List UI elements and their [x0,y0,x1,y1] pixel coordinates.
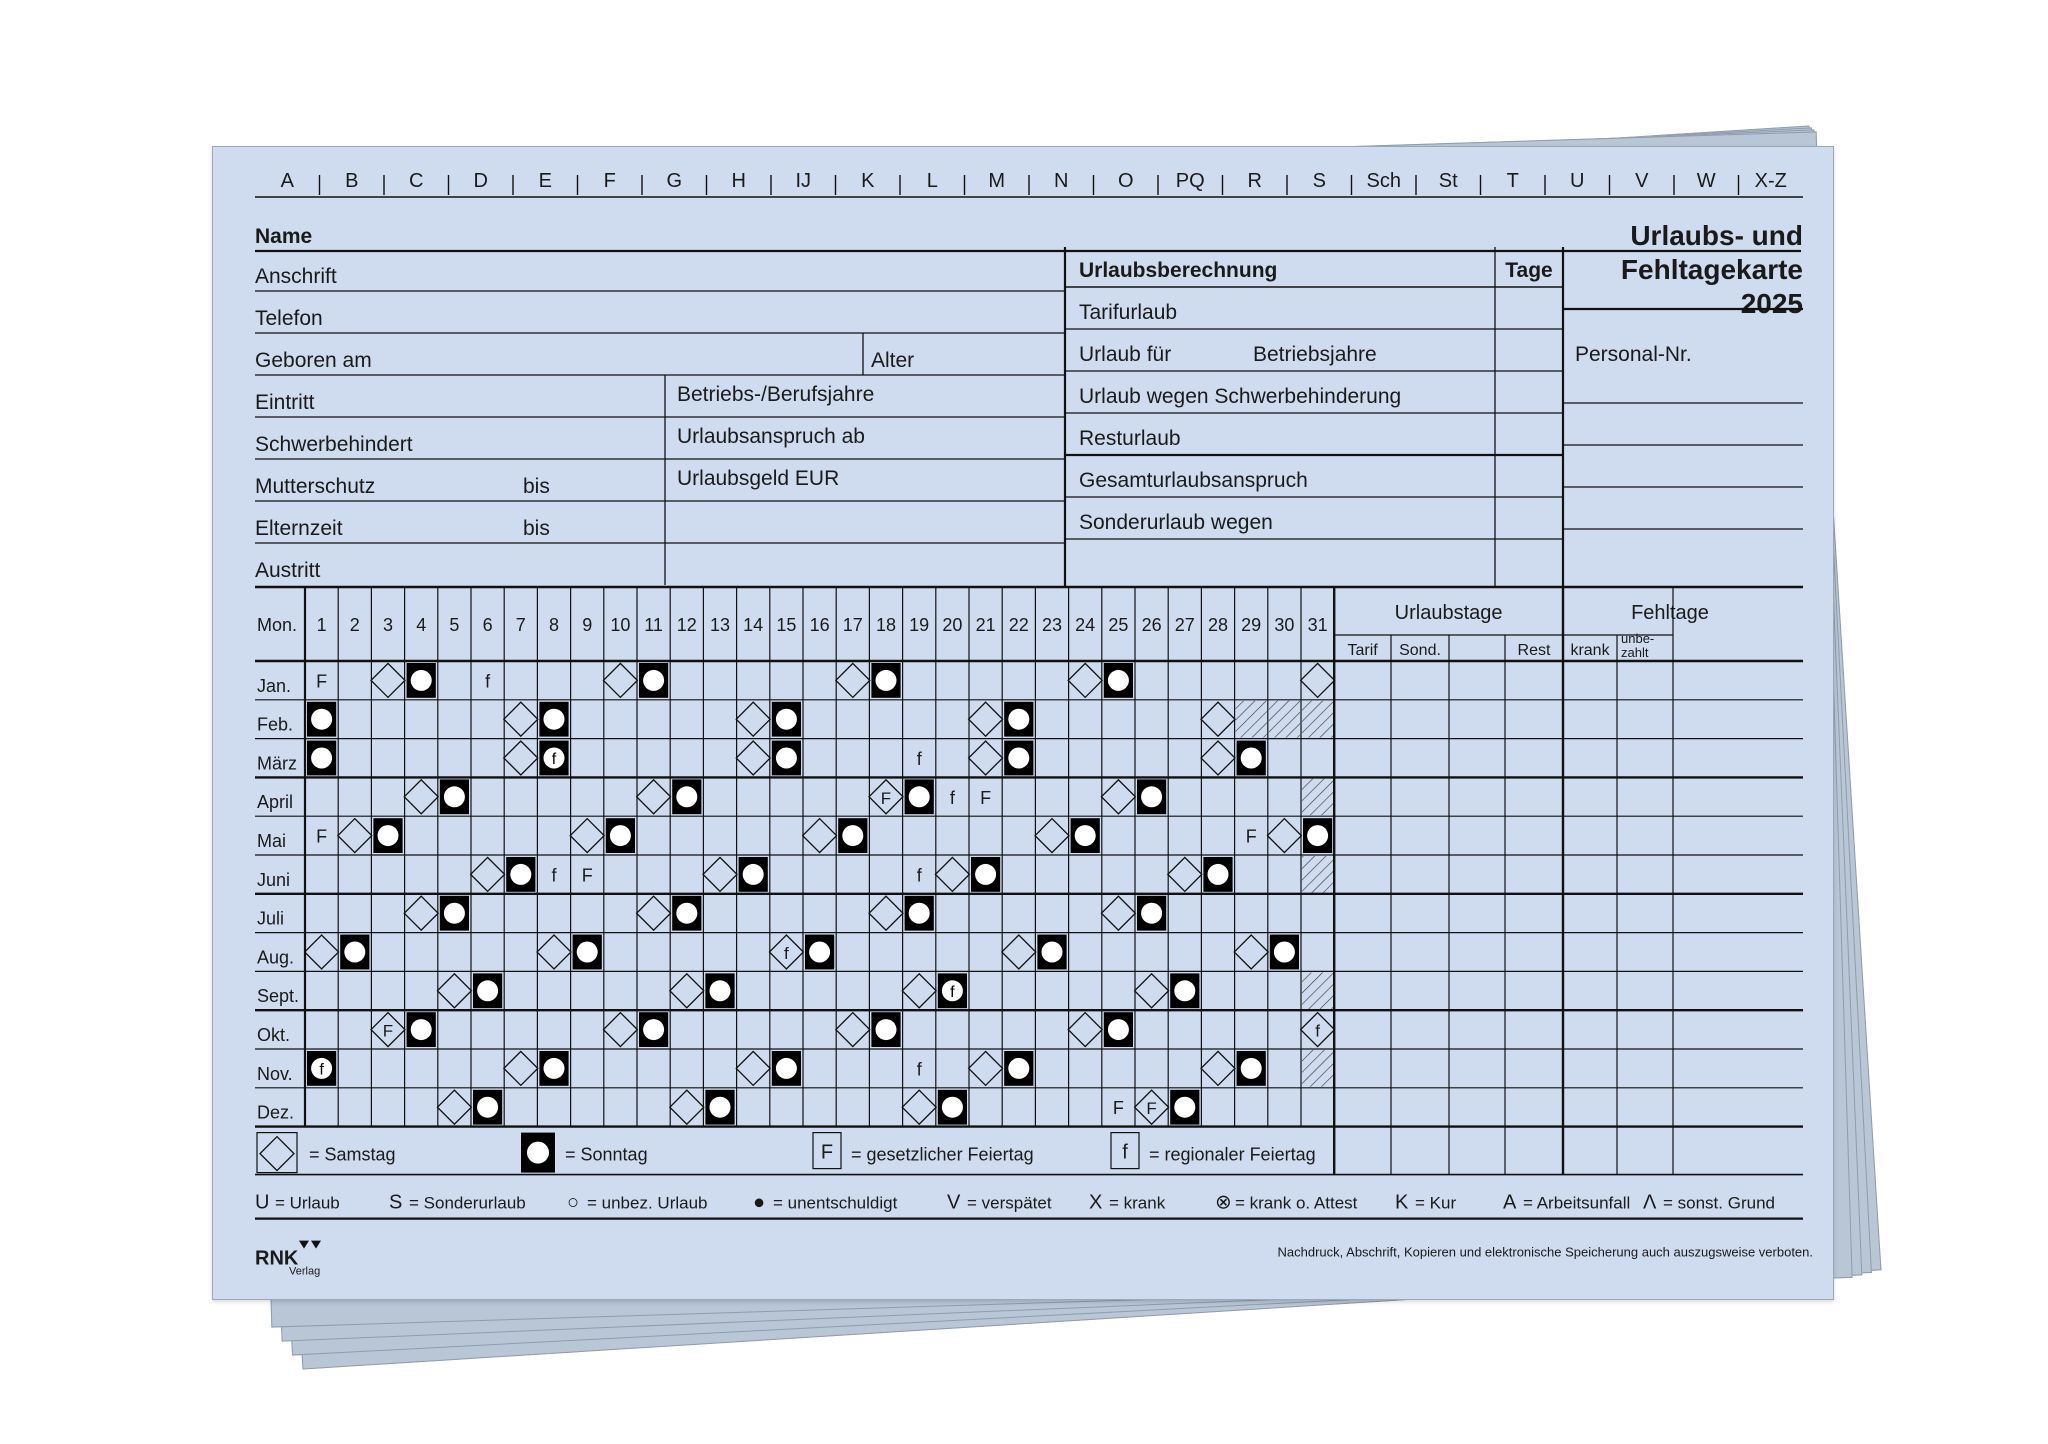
day-header-18: 18 [875,615,897,635]
calc-row-3-label: Resturlaub [1079,427,1181,450]
saturday-diamond-icon [836,1013,870,1047]
sunday-circle-icon [842,825,863,846]
holiday-mark: F [880,788,892,808]
day-header-2: 2 [349,615,360,635]
alphabet-tab-ij: IJ [795,170,812,192]
saturday-diamond-icon [736,741,770,775]
legend2-text-2: = unbez. Urlaub [587,1193,708,1213]
alphabet-tab-m: M [988,170,1006,192]
legend-saturday-box [257,1133,297,1173]
legend2-symbol-1: S [389,1191,403,1214]
sunday-circle-icon [1108,670,1129,691]
sunday-circle-icon [643,670,664,691]
month-label-9: Okt. [257,1025,291,1045]
sunday-circle-icon [942,1097,963,1118]
day-header-15: 15 [776,615,797,635]
day-header-8: 8 [548,615,560,635]
legend2-text-3: = unentschuldigt [773,1193,898,1213]
nonexistent-day-cell [1302,1050,1333,1087]
saturday-diamond-icon [803,819,837,853]
legend-regional: = regionaler Feiertag [1149,1144,1316,1165]
day-header-29: 29 [1241,615,1262,635]
calc-row-5-label: Sonderurlaub wegen [1079,511,1273,534]
field-mutterschutz-label: Mutterschutz [255,475,376,498]
calc-row-4-label: Gesamturlaubsanspruch [1079,469,1308,492]
day-header-25: 25 [1108,615,1129,635]
sunday-circle-icon [544,1058,565,1079]
sunday-circle-icon [710,1097,731,1118]
nonexistent-day-cell [1302,701,1333,738]
holiday-mark: F [382,1021,394,1041]
nonexistent-day-cell [1302,856,1333,893]
sunday-circle-icon [1108,1019,1129,1040]
day-header-31: 31 [1307,615,1328,635]
alphabet-tab-f: F [603,170,616,192]
saturday-diamond-icon [305,935,339,969]
field-eintritt-label: Eintritt [255,391,315,414]
day-header-26: 26 [1141,615,1162,635]
legend2-symbol-5: X [1089,1191,1103,1214]
field-alter-label: Alter [871,349,915,372]
day-header-7: 7 [515,615,526,635]
summary-col-unbezahlt-1: unbe- [1621,631,1655,646]
day-header-10: 10 [610,615,631,635]
legend2-symbol-2: ○ [567,1191,580,1214]
field-name-label: Name [255,225,313,248]
summary-urlaubstage-header: Urlaubstage [1394,602,1503,624]
holiday-mark: f [485,671,491,692]
card-sheet [213,147,1833,1299]
alphabet-tab-r: R [1247,170,1262,192]
month-label-1: Feb. [257,714,294,735]
alphabet-tab-st: St [1438,170,1458,192]
alphabet-tab-e: E [538,170,552,192]
holiday-mark: f [551,751,557,768]
sunday-circle-icon [743,864,764,885]
sunday-circle-icon [477,980,498,1001]
holiday-mark: f [916,749,922,769]
month-label-5: Juni [257,869,291,890]
day-header-16: 16 [809,615,830,635]
summary-col-1: Sond. [1399,642,1441,659]
saturday-diamond-icon [1002,935,1036,969]
alphabet-tab-b: B [345,170,359,192]
legend-saturday-icon [260,1137,294,1171]
legend2-symbol-0: U [255,1191,270,1214]
holiday-mark: f [916,1059,922,1080]
holiday-mark: f [784,944,789,963]
sunday-circle-icon [311,748,332,769]
alphabet-tab-a: A [280,170,294,192]
saturday-diamond-icon [969,741,1003,775]
day-header-17: 17 [842,615,863,635]
legend2-text-4: = verspätet [967,1193,1052,1213]
summary-fehltage-header: Fehltage [1631,602,1709,624]
footer-logo: RNK [255,1247,299,1270]
field-mutterschutz-bis-label: bis [523,475,550,498]
saturday-diamond-icon [869,896,903,930]
day-header-22: 22 [1008,615,1029,635]
saturday-diamond-icon [603,1013,637,1047]
holiday-mark: f [551,865,557,886]
calc-row-1-label: Urlaub für [1079,343,1172,366]
month-label-6: Juli [257,908,285,929]
saturday-diamond-icon [1101,896,1135,930]
saturday-diamond-icon [603,663,637,697]
saturday-diamond-icon [437,974,471,1008]
summary-col-0: Tarif [1347,642,1378,659]
sunday-circle-icon [676,786,697,807]
title-line-2: Fehltagekarte [1620,254,1803,285]
sunday-circle-icon [676,903,697,924]
sunday-circle-icon [1241,1058,1262,1079]
field-elternzeit-bis-label: bis [523,517,550,540]
month-label-2: März [257,753,297,774]
saturday-diamond-icon [670,1090,704,1124]
day-header-6: 6 [482,615,493,635]
sunday-circle-icon [1174,980,1195,1001]
logo-mark-icon [299,1241,321,1249]
calc-row-0-label: Tarifurlaub [1079,301,1178,324]
sunday-circle-icon [909,903,930,924]
sunday-circle-icon [510,864,531,885]
saturday-diamond-icon [537,935,571,969]
sunday-circle-icon [1141,903,1162,924]
month-label-3: April [257,792,294,813]
sunday-circle-icon [411,670,432,691]
footer-copyright: Nachdruck, Abschrift, Kopieren und elektronische Speicherung auch auszugsweise verboten. [1277,1244,1813,1260]
saturday-diamond-icon [1267,819,1301,853]
legend2-symbol-4: V [947,1191,961,1214]
sunday-circle-icon [1174,1097,1195,1118]
saturday-diamond-icon [504,741,538,775]
alphabet-tab-h: H [731,170,746,192]
field-anschrift-label: Anschrift [255,265,337,288]
day-header-28: 28 [1207,615,1229,635]
sunday-circle-icon [411,1019,432,1040]
saturday-diamond-icon [637,780,671,814]
alphabet-tab-w: W [1696,170,1716,192]
sunday-circle-icon [1008,709,1029,730]
sunday-circle-icon [710,980,731,1001]
legend2-text-7: = Kur [1415,1193,1457,1213]
field-anspruch-label: Urlaubsanspruch ab [677,425,865,448]
saturday-diamond-icon [935,857,969,891]
saturday-diamond-icon [437,1090,471,1124]
holiday-mark: F [1245,826,1257,847]
saturday-diamond-icon [736,1051,770,1085]
holiday-mark: F [980,787,992,808]
sunday-circle-icon [776,748,797,769]
saturday-diamond-icon [902,974,936,1008]
sunday-circle-icon [1008,748,1029,769]
field-geboren-label: Geboren am [255,349,372,372]
saturday-diamond-icon [404,896,438,930]
saturday-diamond-icon [1301,663,1335,697]
holiday-mark: F [581,865,593,886]
day-header-12: 12 [676,615,697,635]
day-header-9: 9 [582,615,593,635]
saturday-diamond-icon [670,974,704,1008]
sunday-circle-icon [444,903,465,924]
sunday-circle-icon [876,1019,897,1040]
saturday-diamond-icon [736,702,770,736]
calc-tage-header: Tage [1505,259,1553,282]
day-header-23: 23 [1041,615,1063,635]
sunday-circle-icon [1008,1058,1029,1079]
alphabet-tab-n: N [1054,170,1069,192]
saturday-diamond-icon [836,663,870,697]
legend2-text-0: = Urlaub [275,1193,340,1213]
field-elternzeit-label: Elternzeit [255,517,343,540]
month-label-11: Dez. [257,1102,295,1123]
sunday-circle-icon [1208,864,1229,885]
title-line-1: Urlaubs- und [1630,220,1803,251]
sunday-circle-icon [1274,942,1295,963]
saturday-diamond-icon [1201,702,1235,736]
legend-f-mark: F [820,1141,834,1164]
nonexistent-day-cell [1269,701,1300,738]
saturday-diamond-icon [1168,857,1202,891]
holiday-mark: f [949,787,955,808]
summary-col-3: Rest [1517,642,1551,659]
saturday-diamond-icon [1068,663,1102,697]
sunday-circle-icon [776,1058,797,1079]
day-header-20: 20 [942,615,963,635]
summary-col-unbezahlt-2: zahlt [1621,645,1649,660]
alphabet-tab-k: K [861,170,875,192]
title-year: 2025 [1740,288,1803,319]
sunday-circle-icon [809,942,830,963]
day-header-27: 27 [1174,615,1195,635]
sunday-circle-icon [610,825,631,846]
summary-col-krank: krank [1570,642,1610,659]
day-header-11: 11 [644,615,663,635]
alphabet-tab-l: L [926,170,938,192]
saturday-diamond-icon [1101,780,1135,814]
month-label-0: Jan. [257,675,292,696]
calc-betriebsjahre-label: Betriebsjahre [1253,343,1377,366]
month-label-7: Aug. [257,947,295,968]
field-betriebsjahre-label: Betriebs-/Berufsjahre [677,383,875,406]
saturday-diamond-icon [1201,741,1235,775]
legend2-symbol-9: Λ [1643,1191,1657,1214]
sunday-circle-icon [876,670,897,691]
nonexistent-day-cell [1302,972,1333,1009]
sunday-circle-icon [1042,942,1063,963]
sunday-circle-icon [544,709,565,730]
alphabet-tab-s: S [1312,170,1326,192]
legend2-symbol-7: K [1395,1191,1409,1214]
alphabet-tab-v: V [1635,170,1649,192]
legend2-text-8: = Arbeitsunfall [1523,1193,1631,1213]
month-label-4: Mai [257,831,287,851]
sunday-circle-icon [1075,825,1096,846]
sunday-circle-icon [577,942,598,963]
alphabet-tab-c: C [409,170,424,192]
day-header-5: 5 [449,615,460,635]
sunday-circle-icon [378,825,399,846]
day-header-4: 4 [416,615,427,635]
day-header-30: 30 [1274,615,1295,635]
day-header-1: 1 [316,615,327,635]
saturday-diamond-icon [504,702,538,736]
alphabet-tab-pq: PQ [1175,170,1205,192]
field-telefon-label: Telefon [255,307,323,330]
nonexistent-day-cell [1302,778,1333,815]
sunday-circle-icon [909,786,930,807]
alphabet-tab-u: U [1570,170,1585,192]
personal-nr-label: Personal-Nr. [1575,343,1692,366]
alphabet-tab-x-z: X-Z [1754,170,1787,192]
day-header-19: 19 [909,615,930,635]
sunday-circle-icon [311,709,332,730]
alphabet-tab-g: G [666,170,683,192]
saturday-diamond-icon [1201,1051,1235,1085]
alphabet-tab-sch: Sch [1366,170,1401,192]
saturday-diamond-icon [1035,819,1069,853]
saturday-diamond-icon [1068,1013,1102,1047]
month-label-10: Nov. [257,1063,293,1084]
day-header-14: 14 [743,615,764,635]
saturday-diamond-icon [703,857,737,891]
alphabet-tab-t: T [1506,170,1519,192]
day-header-24: 24 [1075,615,1096,635]
day-header-21: 21 [975,615,996,635]
saturday-diamond-icon [504,1051,538,1085]
saturday-diamond-icon [902,1090,936,1124]
saturday-diamond-icon [1135,974,1169,1008]
calendar-mon-header: Mon. [257,615,298,635]
legend2-text-6: = krank o. Attest [1235,1193,1358,1213]
holiday-mark: f [319,1061,324,1079]
legend-f-small-mark: f [1122,1141,1128,1164]
nonexistent-day-cell [1236,701,1267,738]
sunday-circle-icon [344,942,365,963]
legend-sunday-circle [527,1142,549,1164]
saturday-diamond-icon [969,702,1003,736]
alphabet-tab-d: D [473,170,488,192]
saturday-diamond-icon [371,663,405,697]
legend-sonntag: = Sonntag [565,1144,648,1165]
legend2-symbol-8: A [1503,1191,1517,1214]
saturday-diamond-icon [637,896,671,930]
sunday-circle-icon [1307,825,1328,846]
day-header-3: 3 [382,615,394,635]
sunday-circle-icon [776,709,797,730]
legend2-symbol-6: ⊗ [1215,1191,1232,1214]
holiday-mark: f [950,983,955,1001]
footer-logo-sub: Verlag [289,1265,321,1278]
sunday-circle-icon [975,864,996,885]
legend-gesetzlich: = gesetzlicher Feiertag [851,1144,1034,1165]
sunday-circle-icon [477,1097,498,1118]
month-label-8: Sept. [257,986,300,1007]
vacation-card [212,146,1834,1300]
field-schwerbehindert-label: Schwerbehindert [255,433,413,456]
holiday-mark: F [316,826,328,847]
saturday-diamond-icon [471,857,505,891]
holiday-mark: F [1146,1099,1157,1119]
field-urlaubsgeld-label: Urlaubsgeld EUR [677,467,840,490]
holiday-mark: f [1315,1021,1320,1041]
legend2-symbol-3: ● [753,1191,766,1214]
sunday-circle-icon [444,786,465,807]
calc-row-2-label: Urlaub wegen Schwerbehinderung [1079,385,1402,408]
legend-samstag: = Samstag [309,1144,396,1165]
sunday-circle-icon [643,1019,664,1040]
field-austritt-label: Austritt [255,559,321,582]
sunday-circle-icon [1241,748,1262,769]
alphabet-tab-o: O [1117,170,1134,192]
sunday-circle-icon [1141,786,1162,807]
saturday-diamond-icon [1234,935,1268,969]
holiday-mark: f [916,865,922,886]
saturday-diamond-icon [570,819,604,853]
saturday-diamond-icon [338,819,372,853]
holiday-mark: F [1112,1098,1124,1119]
day-header-13: 13 [709,615,731,635]
saturday-diamond-icon [969,1051,1003,1085]
calc-header: Urlaubsberechnung [1079,259,1278,282]
legend2-text-9: = sonst. Grund [1663,1193,1775,1213]
saturday-diamond-icon [404,780,438,814]
legend2-text-1: = Sonderurlaub [409,1193,526,1213]
holiday-mark: F [316,671,328,692]
legend2-text-5: = krank [1109,1193,1166,1213]
